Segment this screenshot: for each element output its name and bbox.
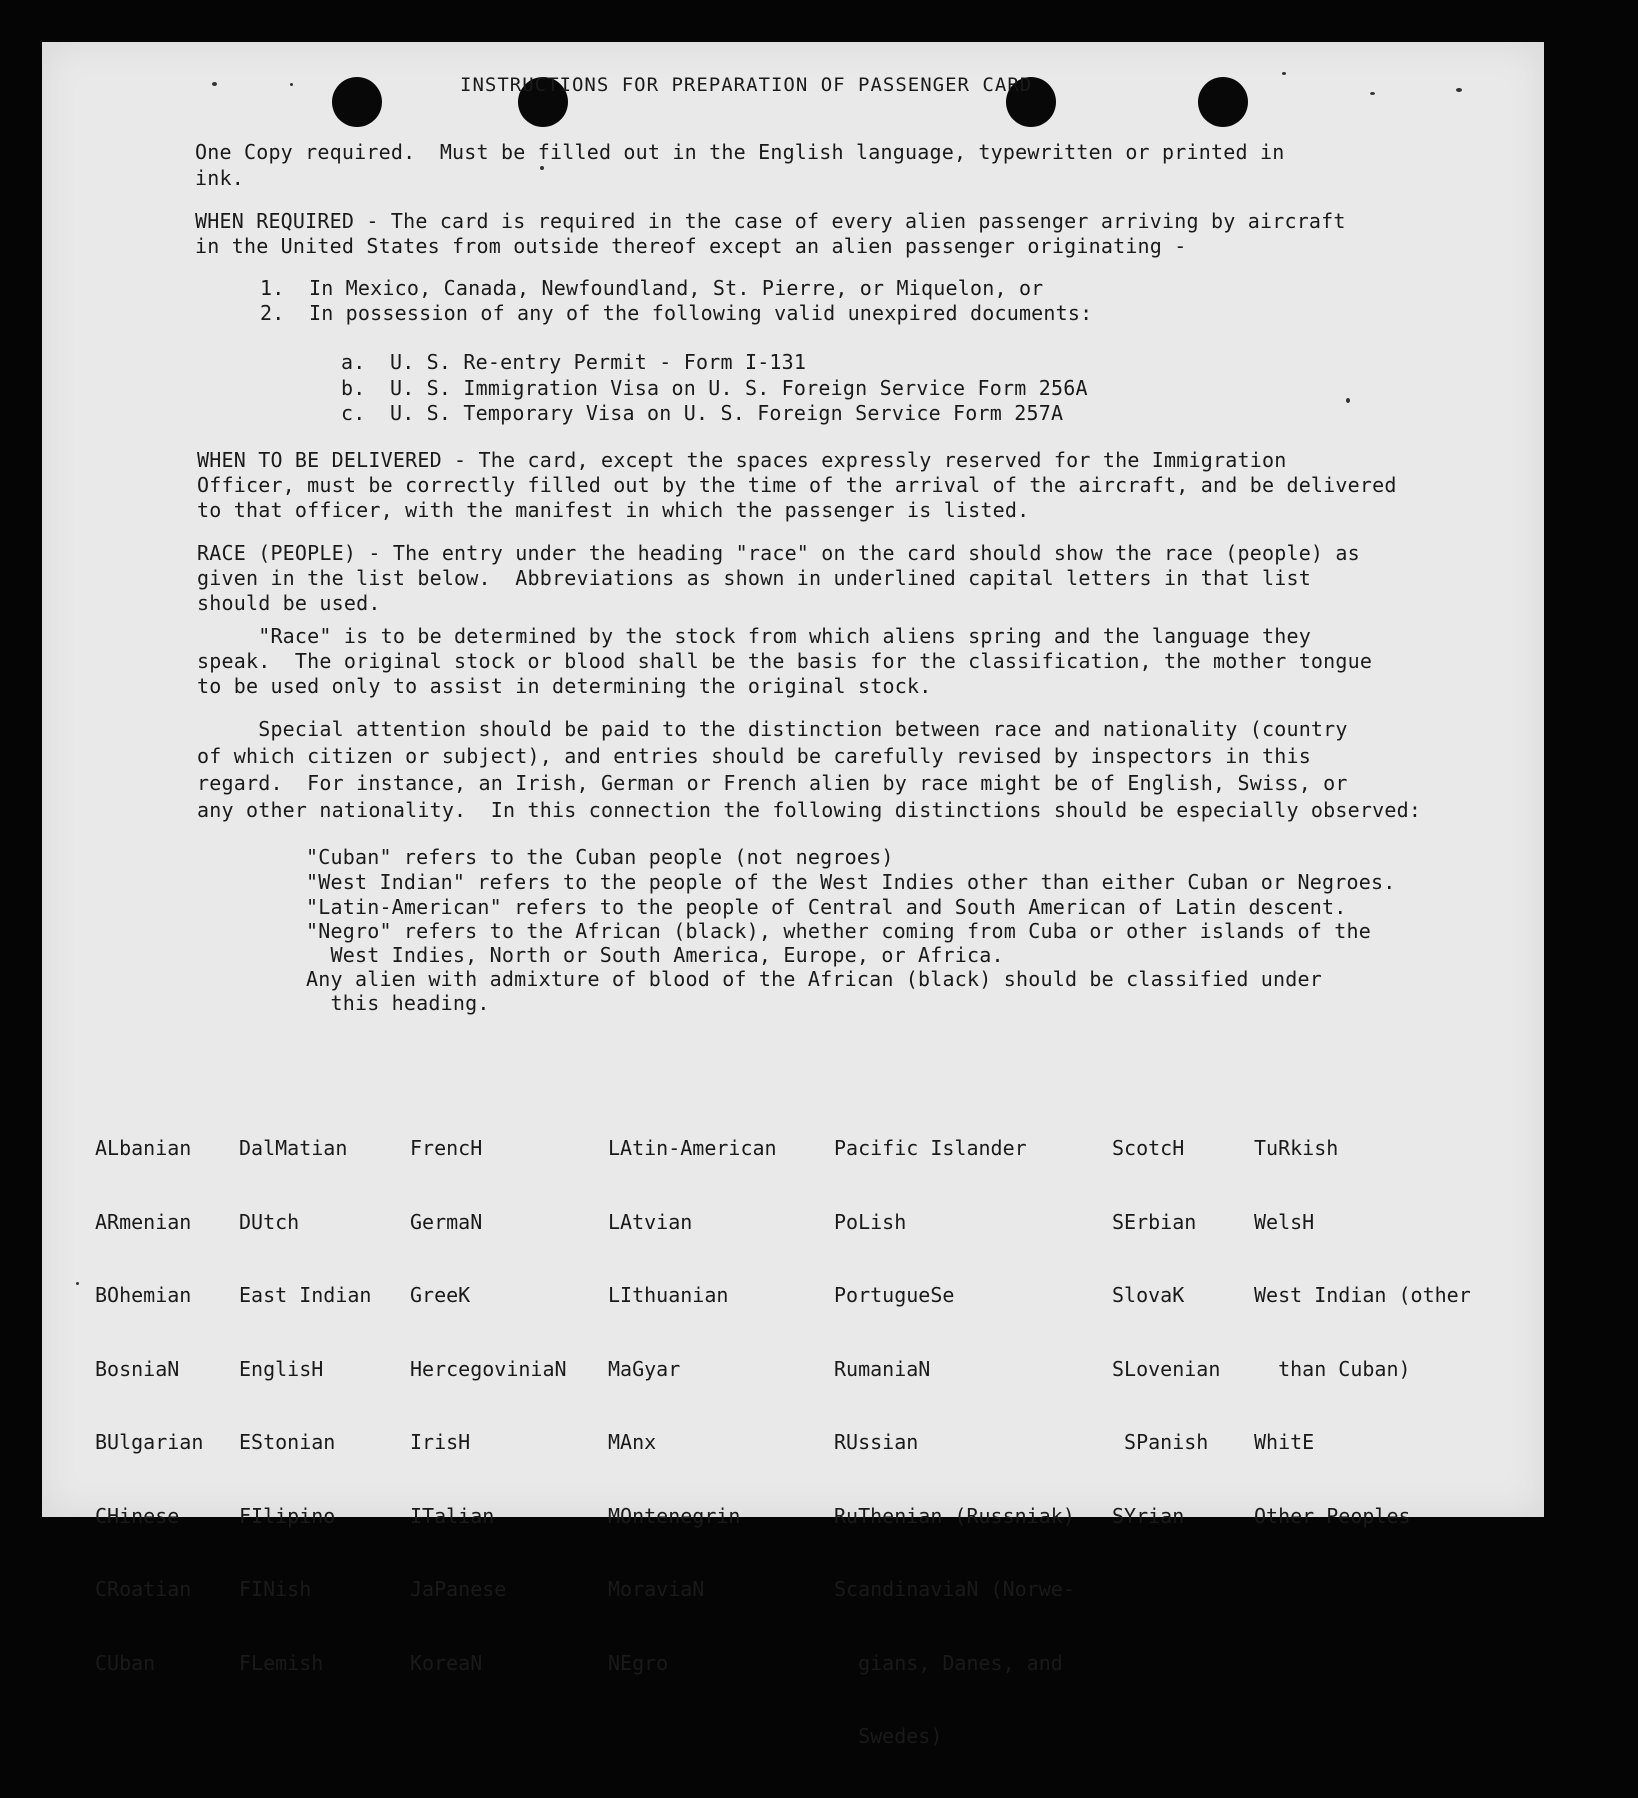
numbered-item-1: 1. In Mexico, Canada, Newfoundland, St. Pierre, or Miquelon, or [260,276,1044,300]
race-list-item: WhitE [1254,1430,1315,1454]
race-list-item: gians, Danes, and [834,1650,1063,1675]
when-delivered-line-1: WHEN TO BE DELIVERED - The card, except the spaces expressly reserved for the Immigration [197,448,1287,472]
race-list-item: PoLish [834,1209,907,1234]
race-list-column-7 [1254,1087,1471,1577]
race-list-column-1 [95,1087,203,1724]
race-list-item: EStonian [239,1430,336,1454]
when-required-line-2: in the United States from outside thereof except an alien passenger originating - [195,234,1187,258]
punch-hole-4 [1198,77,1248,127]
race-list-item: BOhemian [95,1283,192,1307]
numbered-item-2: 2. In possession of any of the following valid unexpired documents: [260,301,1093,325]
race-list-item: ITalian [410,1503,495,1528]
race-list-column-6 [1112,1087,1220,1577]
race-list-item: DalMatian [239,1136,348,1160]
race-list-item: PortugueSe [834,1283,955,1307]
race-list-item: LAtvian [608,1209,693,1234]
race-list-item: Swedes) [834,1724,943,1748]
race-list-item: ARmenian [95,1209,192,1234]
race-list-item: BUlgarian [95,1430,204,1454]
race-list-column-2 [239,1087,371,1724]
race-list-item: MAnx [608,1430,657,1454]
special-line-1: Special attention should be paid to the distinction between race and nationality (country [197,717,1348,741]
race-list-item: GermaN [410,1209,483,1234]
distinction-negro-1: "Negro" refers to the African (black), whether coming from Cuba or other islands of the [306,919,1371,943]
race-def-line-2: speak. The original stock or blood shall be the basis for the classification, the mother tongue [197,649,1373,673]
document-item-c: c. U. S. Temporary Visa on U. S. Foreign Service Form 257A [341,401,1064,425]
race-list-item: GreeK [410,1283,471,1307]
distinction-admixture-1: Any alien with admixture of blood of the African (black) should be classified under [306,967,1323,991]
punch-hole-1 [332,77,382,127]
race-list-item: ALbanian [95,1136,192,1160]
race-list-item: Pacific Islander [834,1136,1027,1160]
race-list-item: FIlipino [239,1503,336,1528]
race-list-item: ScandinaviaN (Norwe- [834,1577,1075,1601]
special-line-4: any other nationality. In this connection the following distinctions should be especially observed: [197,798,1422,822]
race-list-item: FLemish [239,1650,324,1675]
document-page [42,42,1544,1748]
race-list-item: LIthuanian [608,1283,729,1307]
intro-line-1: One Copy required. Must be filled out in the English language, typewritten or printed in [195,140,1285,164]
race-list-item: RuThenian (Russniak) [834,1503,1075,1528]
race-list-item: than Cuban) [1254,1356,1411,1381]
race-list-item: CRoatian [95,1577,192,1601]
document-item-b: b. U. S. Immigration Visa on U. S. Foreign Service Form 256A [341,376,1088,400]
distinction-west-indian: "West Indian" refers to the people of the West Indies other than either Cuban or Negroes. [306,870,1396,894]
race-list-item: JaPanese [410,1577,507,1601]
race-list-item: SPanish [1112,1430,1209,1454]
race-list-item: West Indian (other [1254,1283,1471,1307]
race-list-item: SYrian [1112,1503,1185,1528]
race-list-item: LAtin-American [608,1136,777,1160]
race-list-item: FINish [239,1577,312,1601]
when-delivered-line-3: to that officer, with the manifest in which the passenger is listed. [197,498,1030,522]
race-line-3: should be used. [197,591,381,615]
race-list-item: DUtch [239,1209,300,1234]
race-line-1: RACE (PEOPLE) - The entry under the heading "race" on the card should show the race (people) as [197,541,1360,565]
intro-line-2: ink. [195,166,244,190]
race-def-line-3: to be used only to assist in determining the original stock. [197,674,932,698]
when-required-line-1: WHEN REQUIRED - The card is required in the case of every alien passenger arriving by aircraft [195,209,1346,233]
document-item-a: a. U. S. Re-entry Permit - Form I-131 [341,350,807,374]
race-list-column-4 [608,1087,777,1724]
special-line-3: regard. For instance, an Irish, German or French alien by race might be of English, Swiss, or [197,771,1348,795]
race-list-item: KoreaN [410,1650,483,1675]
race-line-2: given in the list below. Abbreviations as shown in underlined capital letters in that list [197,566,1311,590]
race-list-item: SErbian [1112,1209,1197,1234]
race-list-item: East Indian [239,1283,372,1307]
distinction-cuban: "Cuban" refers to the Cuban people (not negroes) [306,845,894,869]
when-delivered-line-2: Officer, must be correctly filled out by the time of the arrival of the aircraft, and be delivered [197,473,1397,497]
race-list-item: WelsH [1254,1209,1315,1234]
race-list-item: MoraviaN [608,1577,705,1601]
race-list-column-3 [410,1087,567,1724]
race-list-item: CUban [95,1650,156,1675]
race-list-item: MaGyar [608,1356,681,1381]
page-title: INSTRUCTIONS FOR PREPARATION OF PASSENGER CARD [460,74,1033,96]
race-list-item: HercegoviniaN [410,1356,567,1381]
race-list-item: MOntenegrin [608,1503,741,1528]
race-list-item: ScotcH [1112,1136,1185,1160]
race-def-line-1: "Race" is to be determined by the stock from which aliens spring and the language they [197,624,1311,648]
distinction-latin-american: "Latin-American" refers to the people of Central and South American of Latin descent. [306,895,1347,919]
race-list-item: Other Peoples [1254,1503,1411,1528]
race-list-item: CHinese [95,1503,180,1528]
race-list-column-5 [834,1087,1075,1798]
distinction-negro-2: West Indies, North or South America, Europe, or Africa. [306,943,1004,967]
special-line-2: of which citizen or subject), and entries should be carefully revised by inspectors in this [197,744,1311,768]
distinction-admixture-2: this heading. [306,991,490,1015]
race-list-item: FrencH [410,1136,483,1160]
race-list-item: TuRkish [1254,1136,1339,1160]
race-list-item: EnglisH [239,1356,324,1381]
race-list-item: RumaniaN [834,1356,931,1381]
race-list-item: IrisH [410,1430,471,1454]
race-list-item: RUssian [834,1430,919,1454]
race-list-item: SlovaK [1112,1283,1185,1307]
race-list-item: BosniaN [95,1356,180,1381]
race-list-item: NEgro [608,1650,669,1675]
race-list-item: SLovenian [1112,1356,1221,1381]
